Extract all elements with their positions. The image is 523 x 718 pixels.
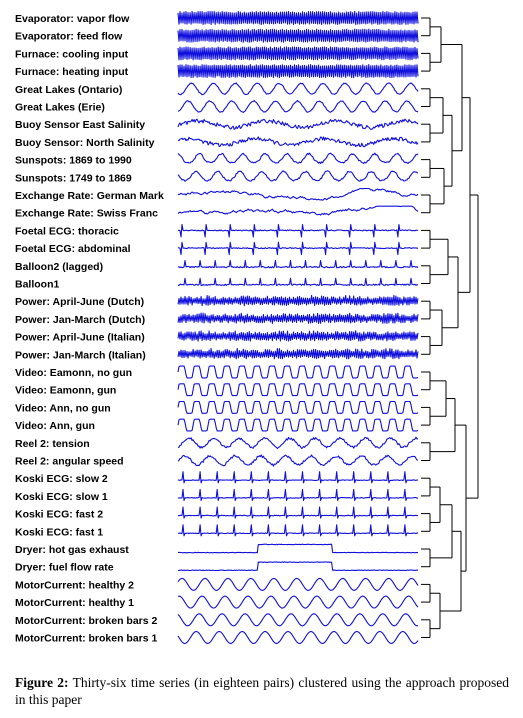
series-label: Great Lakes (Erie) [15,101,105,114]
series-label: Video: Eamonn, gun [15,384,117,397]
series-label: Koski ECG: fast 2 [15,508,104,521]
series-label: Power: April-June (Italian) [15,331,145,344]
series-label: Foetal ECG: thoracic [15,225,119,238]
dendrogram [421,18,478,638]
series-waveform [178,437,418,448]
series-label: Exchange Rate: German Mark [15,190,164,202]
series-label: Dryer: fuel flow rate [15,561,114,574]
series-label: Evaporator: vapor flow [15,13,130,25]
series-waveform [178,419,418,431]
series-waveform [178,525,418,536]
series-waveform [178,349,418,359]
figure-caption [15,674,509,708]
series-waveform [178,171,418,182]
series-label: Sunspots: 1749 to 1869 [15,172,132,185]
series-waveform [178,295,418,305]
series-waveform [178,331,418,341]
series-waveform [178,12,418,25]
series-label: Reel 2: tension [15,437,90,450]
series-waveform [178,596,418,608]
series-waveform [178,137,418,147]
series-label: Power: April-June (Dutch) [15,296,145,309]
series-label: MotorCurrent: healthy 1 [15,597,135,610]
series-waveform [178,507,418,518]
series-waveform [178,153,418,164]
series-label: Furnace: heating input [15,66,129,79]
series-label: MotorCurrent: broken bars 2 [15,614,158,627]
series-waveform [178,206,418,215]
series-label: Koski ECG: slow 1 [15,490,108,503]
series-label: Koski ECG: slow 2 [15,473,108,486]
series-label: MotorCurrent: broken bars 1 [15,632,158,645]
series-waveform [178,489,418,500]
series-waveform [178,47,418,60]
series-waveform [178,384,418,396]
series-label: Video: Ann, gun [15,420,95,433]
series-label: Power: Jan-March (Dutch) [15,313,146,326]
series-waveform [178,402,418,414]
series-label: MotorCurrent: healthy 2 [15,579,135,592]
series-waveform [178,225,418,237]
series-label: Sunspots: 1869 to 1990 [15,154,132,167]
series-label: Video: Ann, no gun [15,402,111,415]
series-waveform [178,472,418,483]
series-waveform [178,189,418,201]
series-waveforms [178,12,418,644]
series-label: Power: Jan-March (Italian) [15,349,146,362]
series-label: Balloon2 (lagged) [15,260,104,273]
caption-label: Figure 2: [15,675,69,690]
series-waveform [178,632,418,644]
series-waveform [178,119,418,129]
series-waveform [178,83,418,95]
series-label: Exchange Rate: Swiss Franc [15,207,158,220]
series-waveform [178,544,418,553]
series-waveform [178,562,418,571]
series-waveform [178,242,418,254]
series-label: Dryer: hot gas exhaust [15,544,129,556]
series-label: Furnace: cooling input [15,48,129,61]
series-waveform [178,278,418,285]
series-waveform [178,65,418,78]
series-labels [15,13,164,645]
series-label: Buoy Sensor East Salinity [15,119,146,132]
series-waveform [178,614,418,626]
series-waveform [178,578,418,590]
series-waveform [178,29,418,42]
series-waveform [178,101,418,113]
series-waveform [178,366,418,378]
series-waveform [178,313,418,323]
caption-text: Thirty-six time series (in eighteen pairs) clustered using the approach proposed in this paper [15,675,509,707]
series-label: Foetal ECG: abdominal [15,243,131,256]
series-label: Reel 2: angular speed [15,455,124,468]
series-label: Balloon1 [15,278,60,291]
series-label: Great Lakes (Ontario) [15,83,123,96]
series-label: Evaporator: feed flow [15,30,123,43]
series-waveform [178,261,418,268]
series-waveform [178,455,418,466]
series-label: Koski ECG: fast 1 [15,526,104,539]
series-label: Video: Eamonn, no gun [15,367,133,379]
series-label: Buoy Sensor: North Salinity [15,136,155,149]
